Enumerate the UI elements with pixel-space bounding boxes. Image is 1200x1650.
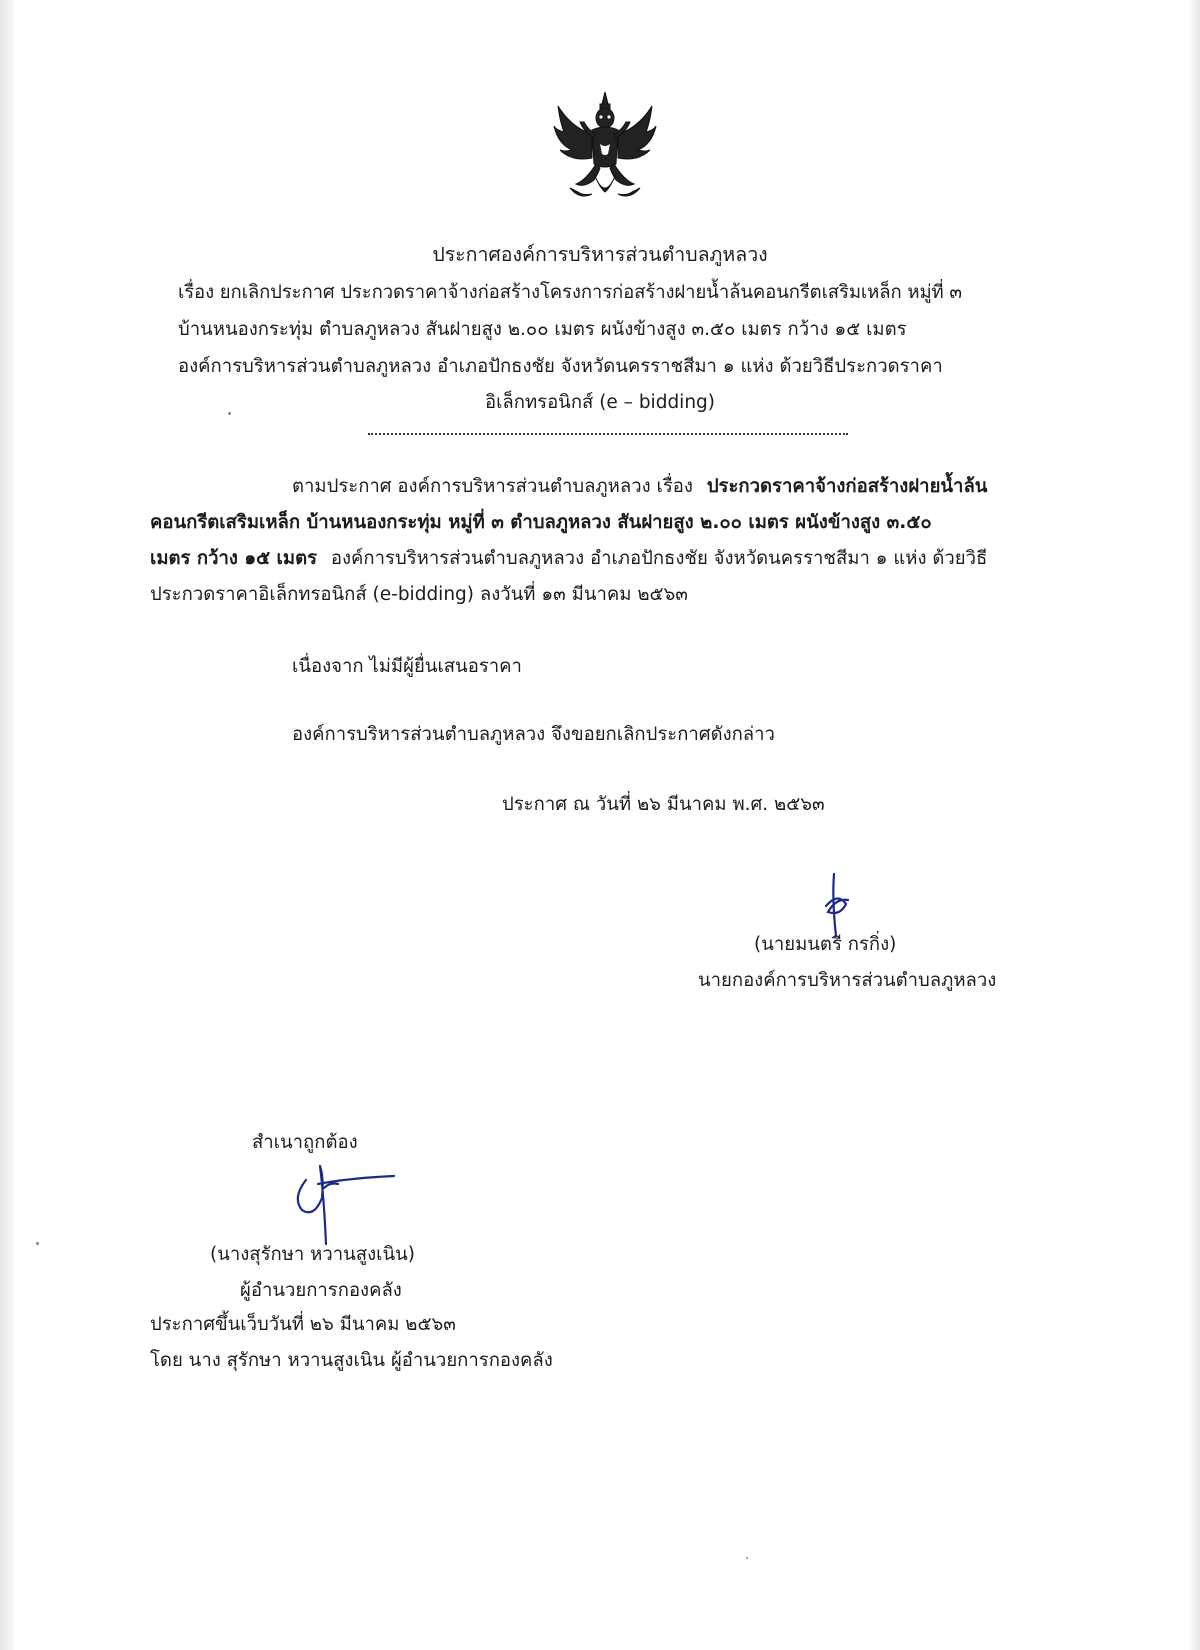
paragraph-line-3 <box>150 546 987 572</box>
certifier-position: ผู้อำนวยการกองคลัง <box>240 1280 402 1301</box>
scan-speck <box>36 1242 39 1245</box>
paragraph-line-4: ประกวดราคาอิเล็กทรอนิกส์ (e-bidding) ลงวันที่ ๑๓ มีนาคม ๒๕๖๓ <box>150 584 688 605</box>
garuda-emblem-icon <box>550 88 660 206</box>
scan-speck <box>228 412 231 415</box>
scan-edge-left <box>0 0 14 1650</box>
paragraph-line-3-bold: เมตร กว้าง ๑๕ เมตร <box>150 548 318 569</box>
subject-line-2: บ้านหนองกระทุ่ม ตำบลภูหลวง สันฝายสูง ๒.๐๐ เมตร ผนังข้างสูง ๓.๕๐ เมตร กว้าง ๑๕ เมตร <box>178 319 907 340</box>
paragraph-line-3-text: องค์การบริหารส่วนตำบลภูหลวง อำเภอปักธงชัย จังหวัดนครราชสีมา ๑ แห่ง ด้วยวิธี <box>330 548 988 569</box>
certification-signature-mark <box>290 1158 410 1248</box>
signatory-position: นายกองค์การบริหารส่วนตำบลภูหลวง <box>698 970 997 991</box>
scan-edge-right <box>1190 0 1200 1650</box>
reason-line: เนื่องจาก ไม่มีผู้ยื่นเสนอราคา <box>292 656 522 677</box>
scan-speck <box>746 1557 748 1559</box>
signature-mark <box>818 870 858 940</box>
subject-line-3: องค์การบริหารส่วนตำบลภูหลวง อำเภอปักธงชัย จังหวัดนครราชสีมา ๑ แห่ง ด้วยวิธีประกวดราคา <box>178 356 943 377</box>
paragraph-line-1-text: ตามประกาศ องค์การบริหารส่วนตำบลภูหลวง เรื่อง <box>292 476 693 497</box>
announce-date: ประกาศ ณ วันที่ ๒๖ มีนาคม พ.ศ. ๒๕๖๓ <box>502 794 825 815</box>
paragraph-line-1 <box>292 474 987 500</box>
certifier-name: (นางสุรักษา หวานสูงเนิน) <box>210 1244 415 1265</box>
subject-line-4: อิเล็กทรอนิกส์ (e – bidding) <box>484 392 716 413</box>
separator-rule <box>368 433 848 435</box>
signatory-name: (นายมนตรี กรกิ่ง) <box>754 934 897 955</box>
certification-label: สำเนาถูกต้อง <box>252 1132 358 1153</box>
posted-date: ประกาศขึ้นเว็บวันที่ ๒๖ มีนาคม ๒๕๖๓ <box>150 1314 456 1335</box>
subject-line-1: เรื่อง ยกเลิกประกาศ ประกวดราคาจ้างก่อสร้างโครงการก่อสร้างฝายน้ำล้นคอนกรีตเสริมเหล็ก หมู่ที่ ๓ <box>178 282 962 303</box>
paragraph-line-1-bold: ประกวดราคาจ้างก่อสร้างฝายน้ำล้น <box>706 476 988 497</box>
paragraph-line-2: คอนกรีตเสริมเหล็ก บ้านหนองกระทุ่ม หมู่ที่ ๓ ตำบลภูหลวง สันฝายสูง ๒.๐๐ เมตร ผนังข้างสูง ๓.๕๐ <box>150 512 932 533</box>
cancel-statement: องค์การบริหารส่วนตำบลภูหลวง จึงขอยกเลิกประกาศดังกล่าว <box>292 724 775 745</box>
document-title: ประกาศองค์การบริหารส่วนตำบลภูหลวง <box>432 243 768 266</box>
posted-by: โดย นาง สุรักษา หวานสูงเนิน ผู้อำนวยการกองคลัง <box>150 1350 553 1371</box>
